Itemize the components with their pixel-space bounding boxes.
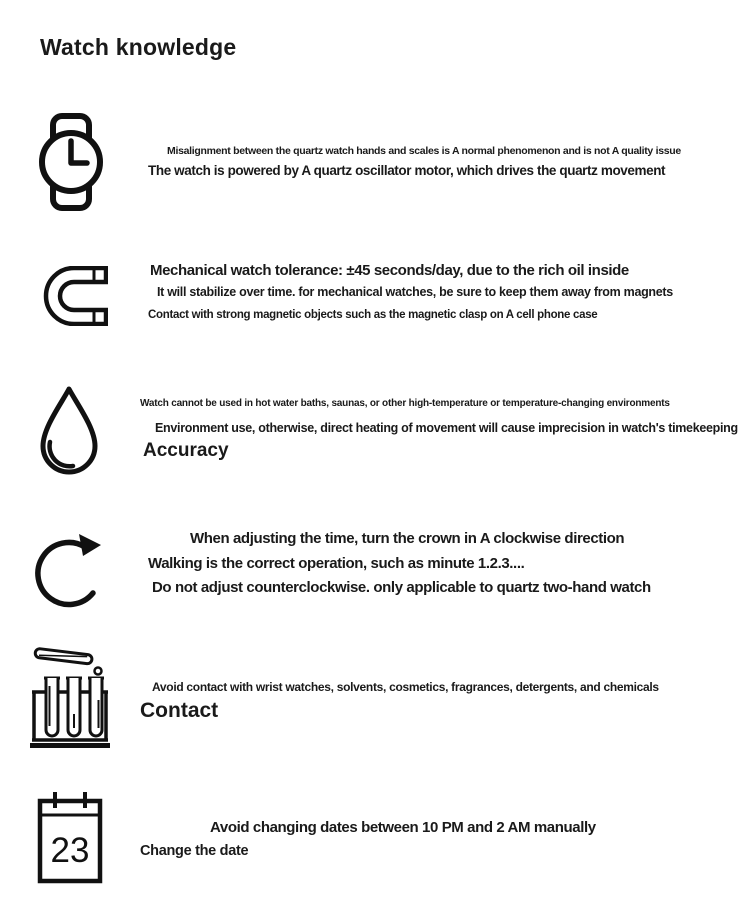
- water-drop-icon: [37, 384, 101, 480]
- section-magnetism: [140, 262, 673, 321]
- clockwise-note: When adjusting the time, turn the crown in A clockwise direction: [190, 530, 625, 547]
- magnet-icon: [36, 266, 108, 326]
- quartz-misalignment-note: Misalignment between the quartz watch hands and scales is A normal phenomenon and is not A quality issue: [167, 145, 681, 157]
- quartz-motor-note: The watch is powered by A quartz oscillator motor, which drives the quartz movement: [148, 163, 666, 178]
- environment-note: Environment use, otherwise, direct heating of movement will cause imprecision in watch's timekeeping: [155, 421, 738, 435]
- contact-heading: Contact: [140, 699, 219, 722]
- calendar-icon: [37, 789, 103, 885]
- page-title: Watch knowledge: [40, 34, 237, 60]
- section-change-date: [140, 819, 596, 859]
- magnetic-objects-note: Contact with strong magnetic objects such as the magnetic clasp on A cell phone case: [148, 309, 598, 321]
- section-contact: [140, 680, 659, 723]
- tolerance-note: Mechanical watch tolerance: ±45 seconds/day, due to the rich oil inside: [150, 262, 629, 279]
- watch-icon: [37, 112, 105, 212]
- clockwise-arrow-icon: [33, 521, 107, 613]
- counterclockwise-note: Do not adjust counterclockwise. only applicable to quartz two-hand watch: [152, 579, 651, 596]
- chemicals-note: Avoid contact with wrist watches, solvents, cosmetics, fragrances, detergents, and chemicals: [152, 680, 659, 694]
- change-date-heading: Change the date: [140, 843, 249, 859]
- avoid-dates-note: Avoid changing dates between 10 PM and 2 AM manually: [210, 819, 596, 836]
- section-accuracy: [140, 398, 738, 462]
- walking-note: Walking is the correct operation, such as minute 1.2.3....: [148, 555, 525, 572]
- calendar-day-number: 23: [50, 831, 90, 870]
- section-crown-adjustment: [140, 530, 651, 596]
- hot-water-note: Watch cannot be used in hot water baths, saunas, or other high-temperature or temperature-changing environments: [140, 398, 670, 409]
- accuracy-heading: Accuracy: [143, 440, 229, 461]
- test-tubes-icon: [30, 644, 110, 748]
- stabilize-note: It will stabilize over time. for mechanical watches, be sure to keep them away from magnets: [157, 285, 673, 299]
- section-quartz-movement: [140, 145, 681, 178]
